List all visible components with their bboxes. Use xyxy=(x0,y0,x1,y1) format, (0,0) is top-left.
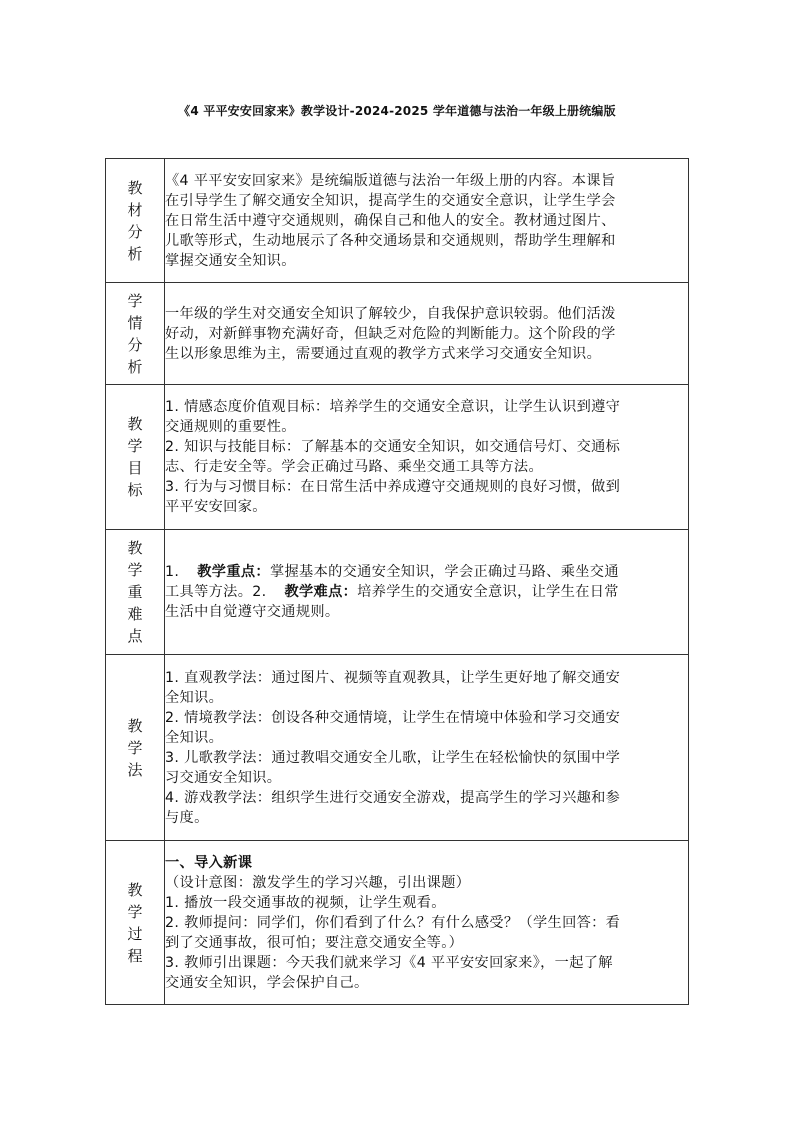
key-point-text: 掌握基本的交通安全知识，学会正确过马路、乘坐交通 xyxy=(269,564,619,580)
section-label-methods: 教学法 xyxy=(127,716,143,779)
label-cell xyxy=(106,530,165,655)
row-students xyxy=(106,283,689,385)
text-line: 2. 教师提问：同学们，你们看到了什么？有什么感受？（学生回答：看 xyxy=(165,914,621,931)
section-label-students: 学情分析 xyxy=(127,291,143,376)
difficulty-text: 培养学生的交通安全意识，让学生在日常 xyxy=(357,584,619,600)
label-cell xyxy=(106,841,165,1005)
text-line: 在日常生活中遵守交通规则，确保自己和他人的安全。教材通过图片、 xyxy=(165,212,616,229)
row-methods xyxy=(106,655,689,841)
text-line: 《4 平平安安回家来》是统编版道德与法治一年级上册的内容。本课旨 xyxy=(165,172,616,189)
text-line: 与度。 xyxy=(165,809,209,826)
text-line: 一年级的学生对交通安全知识了解较少，自我保护意识较弱。他们活泼 xyxy=(165,305,616,322)
text-line: 交通规则的重要性。 xyxy=(165,419,296,435)
text-line xyxy=(165,582,688,602)
key-point-label: 教学重点： xyxy=(197,564,270,580)
content-cell-students xyxy=(165,283,689,385)
text-line: 3. 儿歌教学法：通过教唱交通安全儿歌，让学生在轻松愉快的氛围中学 xyxy=(165,749,621,766)
text-line: 儿歌等形式，生动地展示了各种交通场景和交通规则，帮助学生理解和 xyxy=(165,232,616,249)
label-cell xyxy=(106,385,165,530)
text-line: 1. 直观教学法：通过图片、视频等直观教具，让学生更好地了解交通安 xyxy=(165,669,621,686)
text-line: 全知识。 xyxy=(165,729,224,746)
label-cell xyxy=(106,159,165,283)
text-line: （设计意图：激发学生的学习兴趣，引出课题） xyxy=(165,874,471,891)
text-line: 在引导学生了解交通安全知识，提高学生的交通安全意识，让学生学会 xyxy=(165,192,616,209)
lesson-plan-table xyxy=(105,158,689,1005)
section-label-process: 教学过程 xyxy=(127,880,143,965)
text-line: 3. 行为与习惯目标：在日常生活中养成遵守交通规则的良好习惯，做到 xyxy=(165,479,621,495)
text-line: 平平安安回家。 xyxy=(165,499,267,515)
text-line: 1. 播放一段交通事故的视频，让学生观看。 xyxy=(165,894,446,911)
content-cell-keypoints xyxy=(165,530,689,655)
text-line: 交通安全知识，学会保护自己。 xyxy=(165,974,369,991)
text-line: 全知识。 xyxy=(165,689,224,706)
label-cell xyxy=(106,655,165,841)
text-line xyxy=(165,562,688,582)
content-cell-methods xyxy=(165,655,689,841)
content-cell-goals xyxy=(165,385,689,530)
section-heading: 一、导入新课 xyxy=(165,854,253,871)
text-line: 到了交通事故，很可怕；要注意交通安全等。） xyxy=(165,934,464,951)
section-label-goals: 教学目标 xyxy=(127,415,143,499)
document-title: 《4 平平安安回家来》教学设计-2024-2025 学年道德与法治一年级上册统编版 xyxy=(178,104,616,118)
text-line: 生活中自觉遵守交通规则。 xyxy=(165,604,340,620)
section-label-materials: 教材分析 xyxy=(127,178,143,263)
text-line: 志、行走安全等。学会正确过马路、乘坐交通工具等方法。 xyxy=(165,459,543,475)
text-line: 2. 知识与技能目标：了解基本的交通安全知识，如交通信号灯、交通标 xyxy=(165,439,621,455)
text-line: 好动，对新鲜事物充满好奇，但缺乏对危险的判断能力。这个阶段的学 xyxy=(165,325,616,342)
text-line: 4. 游戏教学法：组织学生进行交通安全游戏，提高学生的学习兴趣和参 xyxy=(165,789,621,806)
text-line: 3. 教师引出课题：今天我们就来学习《4 平平安安回家来》，一起了解 xyxy=(165,954,613,971)
list-number: 1. xyxy=(165,564,180,580)
text-line: 1. 情感态度价值观目标：培养学生的交通安全意识，让学生认识到遵守 xyxy=(165,399,621,415)
text-line: 习交通安全知识。 xyxy=(165,769,282,786)
difficulty-label: 教学难点： xyxy=(284,584,358,600)
row-goals xyxy=(106,385,689,530)
row-process xyxy=(106,841,689,1005)
label-cell xyxy=(106,283,165,385)
text-line: 2. 情境教学法：创设各种交通情境，让学生在情境中体验和学习交通安 xyxy=(165,709,621,726)
text-line: 掌握交通安全知识。 xyxy=(165,252,296,269)
text-line: 生以形象思维为主，需要通过直观的教学方式来学习交通安全知识。 xyxy=(165,345,602,362)
content-cell-materials xyxy=(165,159,689,283)
key-point-text-cont: 工具等方法。2. xyxy=(165,584,267,600)
row-materials xyxy=(106,159,689,283)
content-cell-process xyxy=(165,841,689,1005)
row-keypoints xyxy=(106,530,689,655)
section-label-keypoints: 教学重难点 xyxy=(127,539,143,645)
